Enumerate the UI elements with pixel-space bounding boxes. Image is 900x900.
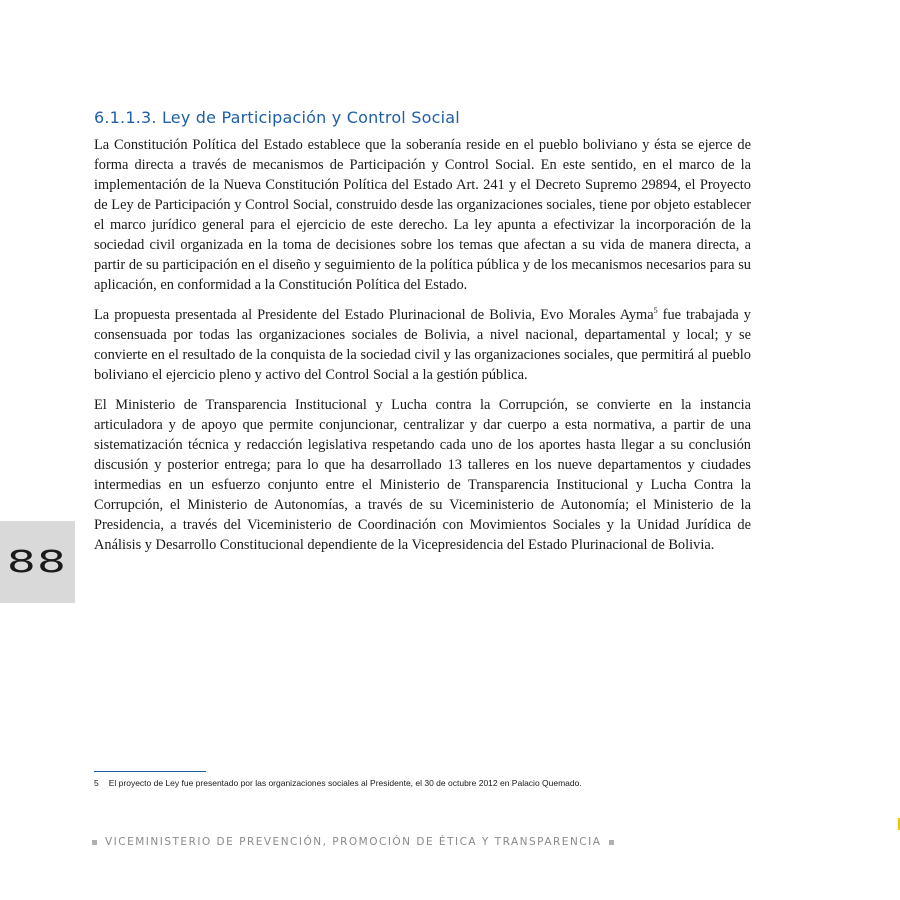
page-number: 88 [7, 544, 68, 580]
paragraph-1: La Constitución Política del Estado establece que la soberanía reside en el pueblo boliviano y ésta se ejerce de forma directa a través de mecanismos de Participación y Control Social. En este sentido, en el marco de la implementación de la Nueva Constitución Política del Estado Art. 241 y el Decreto Supremo 29894, el Proyecto de Ley de Participación y Control Social, construido desde las organizaciones sociales, tiene por objeto establecer el marco jurídico general para el ejercicio de este derecho. La ley apunta a efectivizar la incorporación de la sociedad civil organizada en la toma de decisiones sobre los temas que afectan a su vida de manera directa, a partir de su participación en el diseño y seguimiento de la política pública y de los mecanismos necesarios para su aplicación, en conformidad a la Constitución Política del Estado. [94, 137, 751, 293]
paragraph-2-text-start: La propuesta presentada al Presidente del Estado Plurinacional de Bolivia, Evo Morales Ayma [94, 307, 654, 323]
page-footer [92, 835, 614, 849]
footer-bullet-left [92, 840, 97, 845]
paragraph-2-text-end: fue trabajada y consensuada por todas las organizaciones sociales de Bolivia, a nivel nacional, departamental y local; y se convierte en el resultado de la conquista de la sociedad civil y las organizaciones sociales, que permitirá al pueblo boliviano el ejercicio pleno y activo del Control Social a la gestión pública. [94, 307, 751, 383]
footnote [94, 778, 744, 788]
footnote-number: 5 [94, 778, 99, 788]
footnote-reference[interactable]: 5 [653, 306, 658, 316]
paragraph-3: El Ministerio de Transparencia Institucional y Lucha contra la Corrupción, se convierte en la instancia articuladora y de apoyo que permite conjuncionar, centralizar y dar cuerpo a esta normativa, a partir de una sistematización técnica y redacción legislativa respetando cada uno de los aportes hasta llegar a su conclusión discusión y posterior entrega; para lo que ha desarrollado 13 talleres en los nueve departamentos y ciudades intermedias en un esfuerzo conjunto entre el Ministerio de Transparencia Institucional y Lucha Contra la Corrupción, el Ministerio de Autonomías, a través de su Viceministerio de Autonomía; el Ministerio de la Presidencia, a través del Viceministerio de Coordinación con Movimientos Sociales y la Unidad Jurídica de Análisis y Desarrollo Constitucional dependiente de la Vicepresidencia del Estado Plurinacional de Bolivia. [94, 397, 751, 553]
section [94, 107, 751, 565]
paragraph-2 [94, 305, 751, 385]
footer-bullet-right [609, 840, 614, 845]
page-number-tab [0, 521, 75, 603]
footnote-text: El proyecto de Ley fue presentado por las organizaciones sociales al Presidente, el 30 de octubre 2012 en Palacio Quemado. [108, 778, 582, 788]
section-heading: 6.1.1.3. Ley de Participación y Control Social [94, 108, 460, 127]
footnote-divider [94, 771, 206, 772]
footer-text: VICEMINISTERIO DE PREVENCIÓN, PROMOCIÓN DE ÉTICA Y TRANSPARENCIA [105, 836, 602, 848]
